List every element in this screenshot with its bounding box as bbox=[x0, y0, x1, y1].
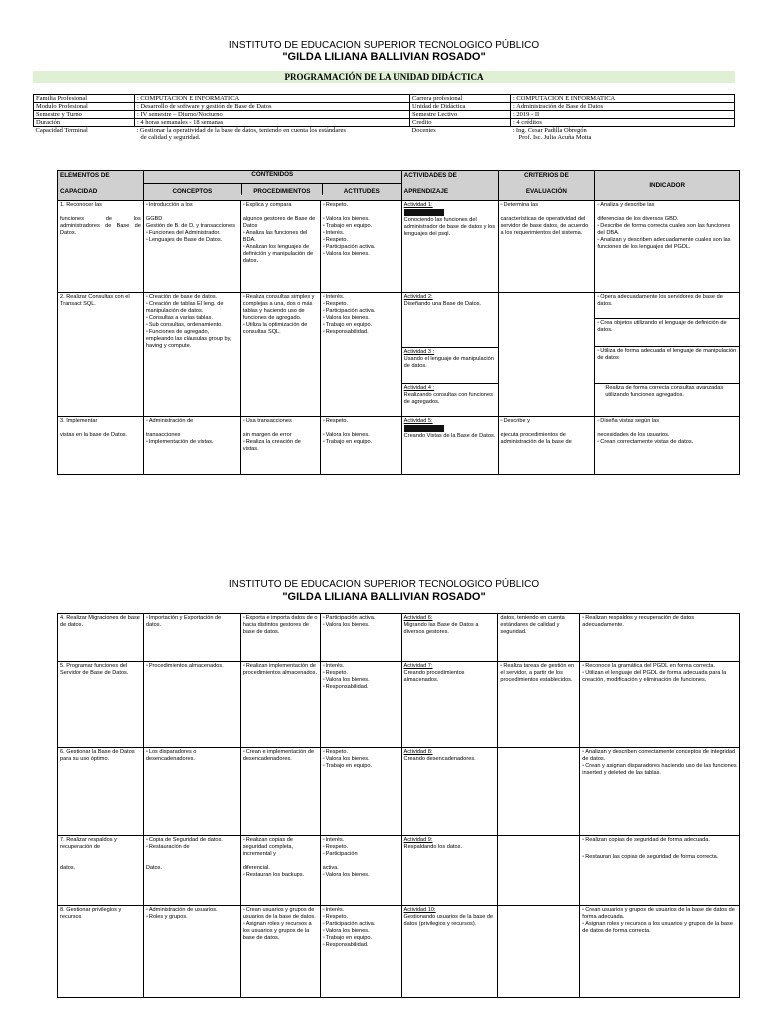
r4-actividad-label: Actividad 6: bbox=[403, 615, 433, 621]
row4-indicador: ▫ Realizan respaldos y recuperación de datos adecuadamente. bbox=[580, 614, 740, 662]
r1-act-0: ▫ Respeto. bbox=[323, 202, 399, 209]
r3-ind-0: ▫ Diseña vistas según las bbox=[597, 418, 737, 425]
modulo-label: Modulo Profesional bbox=[34, 103, 135, 111]
h-contenidos: CONTENIDOS bbox=[144, 171, 401, 184]
r8-act-4: ▫ Trabajo en equipo. bbox=[323, 935, 399, 942]
r1-crit-a: ▫ Determina las bbox=[501, 202, 593, 209]
row3-indicador bbox=[595, 417, 740, 475]
r3-conc-1: transacciones bbox=[145, 432, 181, 438]
r3-ind-2: ▫ Crean correctamente vistas de datos. bbox=[597, 439, 737, 446]
r5-act-3: ▫ Responsabilidad. bbox=[323, 684, 399, 691]
h-evaluacion: EVALUACIÓN bbox=[525, 188, 567, 195]
familia-value: : COMPUTACION E INFORMATICA bbox=[135, 95, 410, 103]
r7-act-1: ▫ Respeto. bbox=[323, 844, 399, 851]
capacidad-line-2: de calidad y seguridad. bbox=[140, 134, 201, 141]
r7-cap-a: 7. Realizar respaldos y recuperación de bbox=[60, 837, 117, 850]
r2-act-1: ▫ Respeto. bbox=[323, 301, 399, 308]
unidad-value: : Administración de Base de Datos bbox=[511, 103, 735, 111]
h-actitudes: ACTITUDES bbox=[322, 184, 401, 195]
r8-conc-1: ▫ Roles y grupos. bbox=[146, 914, 238, 921]
r3-proc-1: sin margen de error bbox=[242, 432, 292, 438]
row6-actitudes bbox=[320, 748, 401, 836]
docente-1: : Ing. Cesar Padilla Obregón bbox=[512, 127, 587, 134]
row5-capacidad: 5. Programar funciones del Servidor de Base de Datos. bbox=[58, 662, 144, 748]
row4-capacidad: 4. Realizar Migraciones de base de datos. bbox=[58, 614, 144, 662]
r6-act-2: ▫ Trabajo en equipo. bbox=[323, 763, 399, 770]
r2-conc-2: ▫ Consultas a varias tablas. bbox=[146, 315, 238, 322]
r4-actividad-text: Migrando las Base de Datos a diversos gestores. bbox=[403, 622, 479, 635]
h-conceptos: CONCEPTOS bbox=[172, 188, 213, 195]
r6-ind-b: ▫ Crean y asignan disparadores haciendo uso de las funciones inserted y deleted de las tablas. bbox=[582, 763, 737, 777]
unit-table-1 bbox=[57, 170, 740, 475]
row1-capacidad bbox=[58, 201, 144, 293]
r7-cap-b: datos. bbox=[60, 865, 76, 871]
row3-capacidad bbox=[58, 417, 144, 475]
h-criterios: CRITERIOS DE bbox=[524, 172, 569, 179]
r3-act-1: ▫ Valora los bienes. bbox=[323, 432, 399, 439]
r4-act-1: ▫ Valora los bienes. bbox=[323, 622, 399, 629]
r2-act-5: ▫ Responsabilidad. bbox=[323, 329, 399, 336]
r7-ind-b: ▫ Restauran las copias de seguridad de forma correcta. bbox=[582, 854, 737, 861]
r3-actividad-text: Creando Vistas de la Base de Datos. bbox=[403, 432, 496, 439]
r2-proc-0: ▫ Realiza consultas simples y complejas a una, dos o más tablas y haciendo uso de funciones de agregado. bbox=[243, 294, 318, 322]
docentes-value bbox=[511, 127, 735, 142]
row5-actitudes bbox=[320, 662, 401, 748]
duracion-label: Duración bbox=[34, 119, 135, 127]
r1-act-5: ▫ Participación activa. bbox=[323, 244, 399, 251]
r1-proc-3: ▫ Analizan los lenguajes de definición y manipulación de datos. bbox=[243, 244, 318, 265]
row7-criterios bbox=[498, 836, 580, 906]
r7-proc-c: ▫ Restauran los backups. bbox=[243, 872, 318, 879]
r3-conc-0: ▫ Administración de bbox=[146, 418, 238, 425]
row8-indicador bbox=[580, 906, 740, 998]
r2-a3-text: Usando el lenguaje de manipulación de datos. bbox=[403, 356, 494, 369]
header-contenidos bbox=[143, 171, 401, 201]
r3-act-2: ▫ Trabajo en equipo. bbox=[323, 439, 399, 446]
row2-conceptos bbox=[143, 293, 240, 417]
r5-act-1: ▫ Respeto. bbox=[323, 670, 399, 677]
r2-ind-a: ▫ Opera adecuadamente los servidores de base de datos. bbox=[597, 294, 737, 308]
header-criterios bbox=[498, 171, 595, 201]
row6-procedimientos: ▫ Crean e implementación de desencadenadores. bbox=[240, 748, 320, 836]
r7-act-2: ▫ Participación bbox=[323, 851, 399, 858]
row1-indicador bbox=[595, 201, 740, 293]
r8-act-5: ▫ Responsabilidad. bbox=[323, 942, 399, 949]
r6-actividad-label: Actividad 8: bbox=[403, 749, 433, 755]
row7-procedimientos bbox=[240, 836, 320, 906]
r3-crit-a: ▫ Describe y bbox=[501, 418, 593, 425]
r5-actividad-label: Actividad 7: bbox=[403, 663, 433, 669]
row6-conceptos: ▫ Los disparadores o desencadenadores. bbox=[143, 748, 240, 836]
r7-act-4: ▫ Valora los bienes. bbox=[323, 872, 399, 879]
row4-procedimientos: ▫ Exporta e importa datos de o hacia distintos gestores de base de datos. bbox=[240, 614, 320, 662]
r3-cap-b: vistas en la base de Datos. bbox=[60, 432, 128, 438]
row6-capacidad: 6. Gestionar la Base de Datos para su uso óptimo. bbox=[58, 748, 144, 836]
r7-conc-a: ▫ Copia de Seguridad de datos. bbox=[146, 837, 238, 844]
r3-crit-b: ejecuta procedimientos de administración de la base de bbox=[500, 432, 572, 445]
r2-act-2: ▫ Participación activa. bbox=[323, 308, 399, 315]
redacted-box bbox=[404, 209, 444, 216]
r7-act-0: ▫ Interés. bbox=[323, 837, 399, 844]
semestre-value: : IV semestre – Diurno/Nocturno bbox=[135, 111, 410, 119]
r1-proc-0: ▫ Explica y compara bbox=[243, 202, 318, 209]
r6-act-1: ▫ Valora los bienes. bbox=[323, 756, 399, 763]
h-actividades: ACTIVIDADES DE bbox=[403, 172, 457, 179]
r5-ind-b: ▫ Utilizan el lenguaje del PGDL de forma adecuada para la creación, modificación y eliminación de funciones. bbox=[582, 670, 737, 684]
row7-actitudes bbox=[320, 836, 401, 906]
r1-conc-0: ▫ Introducción a los bbox=[146, 202, 238, 209]
r2-a3-label: Actividad 3 : bbox=[403, 349, 435, 355]
r2-a2-text: Diseñando una Base de Datos. bbox=[403, 301, 482, 307]
r1-actividad-label: Actividad 1: bbox=[403, 202, 433, 208]
r2-conc-0: ▫ Creación de base de datos. bbox=[146, 294, 238, 301]
row5-criterios: ▫ Realiza tareas de gestión en el servidor, a partir de los procedimientos establecidos. bbox=[498, 662, 580, 748]
r8-act-2: ▫ Participación activa. bbox=[323, 921, 399, 928]
r3-act-0: ▫ Respeto. bbox=[323, 418, 399, 425]
r7-conc-c: Datos. bbox=[145, 865, 163, 871]
row1-actitudes bbox=[320, 201, 401, 293]
h-procedimientos: PROCEDIMIENTOS bbox=[241, 184, 322, 195]
h-elementos: ELEMENTOS DE bbox=[60, 172, 110, 179]
carrera-label: Carrera profesional bbox=[410, 95, 511, 103]
r5-actividad-text: Creando procedimientos almacenados. bbox=[403, 670, 465, 683]
docentes-label: Docentes bbox=[411, 127, 436, 134]
r8-proc-1: ▫ Asignan roles y recursos a los usuarios y grupos de la base de datos. bbox=[243, 921, 318, 942]
row7-capacidad bbox=[58, 836, 144, 906]
r7-proc-a: ▫ Realizan copias de seguridad completa, incremental y bbox=[243, 837, 318, 858]
capacidad-label: Capacidad Terminal bbox=[35, 127, 88, 134]
r8-conc-0: ▫ Administración de usuarios. bbox=[146, 907, 238, 914]
r1-proc-2: ▫ Analiza las funciones del BDA. bbox=[243, 230, 318, 244]
r2-proc-1: ▫ Utiliza la optimización de consultas SQL. bbox=[243, 322, 318, 336]
row5-actividades bbox=[401, 662, 498, 748]
r7-ind-a: ▫ Realizan copias de seguridad de forma adecuada. bbox=[582, 837, 737, 844]
row2-actividades bbox=[401, 293, 498, 417]
r1-actividad-text: Conociendo las funciones del administrador de base de datos y los lenguajes del psql. bbox=[403, 216, 496, 237]
header-elementos bbox=[58, 171, 144, 201]
r3-conc-2: ▫ Implementación de vistas. bbox=[146, 439, 238, 446]
r2-a2-label: Actividad 2: bbox=[403, 294, 433, 300]
programacion-title: PROGRAMACIÓN DE LA UNIDAD DIDÁCTICA bbox=[33, 71, 735, 83]
row6-actividades bbox=[401, 748, 498, 836]
redacted-box bbox=[404, 425, 444, 432]
unit-table-2 bbox=[57, 613, 740, 998]
row6-indicador bbox=[580, 748, 740, 836]
header-indicador: INDICADOR bbox=[595, 171, 740, 201]
header-actividades bbox=[401, 171, 498, 201]
row4-criterios: datos, teniendo en cuenta estándares de calidad y seguridad. bbox=[498, 614, 580, 662]
r4-act-0: ▫ Participación activa. bbox=[323, 615, 399, 622]
row2-actitudes bbox=[320, 293, 401, 417]
r8-actividad-label: Actividad 10: bbox=[403, 907, 436, 913]
capacidad-line-1: : Gestionar la operatividad de la base de datos, teniendo en cuenta los estándares bbox=[136, 127, 346, 134]
r1-conc-3: ▫ Funciones del Administrador. bbox=[146, 230, 238, 237]
r1-ind-0: ▫ Analiza y describe las bbox=[597, 202, 737, 209]
semestre-label: Semestre y Turno bbox=[34, 111, 135, 119]
row3-criterios bbox=[498, 417, 595, 475]
r5-act-0: ▫ Interés. bbox=[323, 663, 399, 670]
r3-actividad-label: Actividad 5: bbox=[403, 418, 433, 424]
r2-act-0: ▫ Interés. bbox=[323, 294, 399, 301]
row8-procedimientos bbox=[240, 906, 320, 998]
r2-conc-1: ▫ Creación de tablas El leng. de manipulación de datos. bbox=[146, 301, 238, 315]
row2-indicador bbox=[595, 293, 740, 417]
r3-cap-a: 3. Implementar bbox=[60, 418, 98, 424]
row3-conceptos bbox=[143, 417, 240, 475]
familia-label: Familia Profesional bbox=[34, 95, 135, 103]
semestre-lectivo-label: Semestre Lectivo bbox=[410, 111, 511, 119]
r2-ind-b: ▫ Crea objetos utilizando el lenguaje de definición de datos. bbox=[597, 320, 737, 334]
r8-act-1: ▫ Respeto. bbox=[323, 914, 399, 921]
school-name-page2: "GILDA LILIANA BALLIVIAN ROSADO" bbox=[282, 591, 486, 603]
row1-criterios bbox=[498, 201, 595, 293]
row3-procedimientos bbox=[240, 417, 320, 475]
row7-indicador bbox=[580, 836, 740, 906]
r7-actividad-label: Actividad 9: bbox=[403, 837, 433, 843]
r1-conc-4: ▫ Lenguajes de Base de Datos. bbox=[146, 237, 238, 244]
row4-actitudes bbox=[320, 614, 401, 662]
r8-ind-b: ▫ Asignan roles y recursos a los usuarios y grupos de la base de datos de forma correcta. bbox=[582, 921, 737, 935]
r2-ind-c: ▫ Utiliza de forma adecuada el lenguaje de manipulación de datos bbox=[597, 348, 737, 362]
info-table bbox=[33, 94, 735, 141]
carrera-value: : COMPUTACION E INFORMATICA bbox=[511, 95, 735, 103]
r6-ind-a: ▫ Analizan y describen correctamente conceptos de integridad de datos. bbox=[582, 749, 737, 763]
row2-procedimientos bbox=[240, 293, 320, 417]
r8-act-3: ▫ Valora los bienes. bbox=[323, 928, 399, 935]
h-aprendizaje: APRENDIZAJE bbox=[403, 188, 449, 195]
r1-act-3: ▫ Interés. bbox=[323, 230, 399, 237]
r8-actividad-text: Gestionando usuarios de la base de datos (privilegios y recursos). bbox=[403, 914, 494, 927]
r1-act-6: ▫ Valora los bienes. bbox=[323, 251, 399, 258]
h-capacidad: CAPACIDAD bbox=[60, 188, 98, 195]
r3-proc-2: ▫ Realiza la creación de vistas. bbox=[243, 439, 318, 453]
row8-conceptos bbox=[143, 906, 240, 998]
r1-conc-2: Gestión de B. de D. y transacciones bbox=[145, 223, 236, 229]
row8-capacidad: 8. Gestionar privilegios y recursos bbox=[58, 906, 144, 998]
r1-act-1: ▫ Valora los bienes. bbox=[323, 216, 399, 223]
r1-conc-1: GGBD bbox=[145, 216, 163, 222]
credito-value: : 4 créditos bbox=[511, 119, 735, 127]
institute-name: INSTITUTO DE EDUCACION SUPERIOR TECNOLOGICO PÚBLICO bbox=[228, 40, 540, 51]
r2-a4-label: Actividad 4 : bbox=[403, 385, 435, 391]
docente-2: Prof. Isc. Julia Acuña Motta bbox=[518, 134, 592, 141]
r2-act-4: ▫ Trabajo en equipo. bbox=[323, 322, 399, 329]
r5-act-2: ▫ Valora los bienes. bbox=[323, 677, 399, 684]
r6-actividad-text: Creando desencadenadores. bbox=[403, 756, 476, 762]
row5-indicador bbox=[580, 662, 740, 748]
row7-actividades bbox=[401, 836, 498, 906]
r8-act-0: ▫ Interés. bbox=[323, 907, 399, 914]
row4-conceptos: ▫ Importación y Exportación de datos. bbox=[143, 614, 240, 662]
row3-actitudes bbox=[320, 417, 401, 475]
r1-crit-b: características de operatividad del servidor de base datos, de acuerdo a los requerimientos del sistema. bbox=[500, 216, 589, 236]
r1-cap-a: 1. Reconocer las bbox=[60, 202, 102, 208]
r2-conc-4: ▫ Funciones de agregado, empleando las cláusulas group by, having y compute. bbox=[146, 329, 238, 350]
row2-criterios bbox=[498, 293, 595, 417]
row8-actividades bbox=[401, 906, 498, 998]
r1-cap-b: funciones de los administradores de Base de Datos. bbox=[60, 216, 141, 236]
r1-act-2: ▫ Trabajo en equipo. bbox=[323, 223, 399, 230]
r7-act-3: activa. bbox=[322, 865, 339, 871]
r1-ind-1: diferencias de los diversos GBD. bbox=[597, 216, 679, 222]
row3-actividades bbox=[401, 417, 498, 475]
r5-ind-a: ▫ Reconoce la gramática del PGDL en forma correcta. bbox=[582, 663, 737, 670]
row8-actitudes bbox=[320, 906, 401, 998]
r8-proc-0: ▫ Crean usuarios y grupos de usuarios de la base de datos. bbox=[243, 907, 318, 921]
row5-conceptos: ▫ Procedimientos almacenados. bbox=[143, 662, 240, 748]
school-name: "GILDA LILIANA BALLIVIAN ROSADO" bbox=[282, 51, 486, 63]
semestre-lectivo-value: : 2019 - II bbox=[511, 111, 735, 119]
r7-proc-b: diferencial. bbox=[242, 865, 270, 871]
row6-criterios bbox=[498, 748, 580, 836]
r2-act-3: ▫ Valora los bienes. bbox=[323, 315, 399, 322]
row7-conceptos bbox=[143, 836, 240, 906]
r1-ind-2: ▫ Describe de forma correcta cuales son las funciones del DBA. bbox=[597, 223, 737, 237]
row1-procedimientos bbox=[240, 201, 320, 293]
r6-act-0: ▫ Respeto. bbox=[323, 749, 399, 756]
r7-conc-b: ▫ Restauración de bbox=[146, 844, 238, 851]
credito-label: Credito bbox=[410, 119, 511, 127]
row1-conceptos bbox=[143, 201, 240, 293]
capacidad-value bbox=[135, 127, 410, 142]
row1-actividades bbox=[401, 201, 498, 293]
r8-ind-a: ▫ Crean usuarios y grupos de usuarios de la base de datos de forma adecuada. bbox=[582, 907, 737, 921]
row5-procedimientos: ▫ Realizan implementación de procedimientos almacenados. bbox=[240, 662, 320, 748]
row8-criterios bbox=[498, 906, 580, 998]
r1-ind-3: ▫ Analizan y describen adecuadamente cuales son las funciones de los lenguajes del PGDL. bbox=[597, 237, 737, 251]
duracion-value: : 4 horas semanales - 18 semanas bbox=[135, 119, 410, 127]
row4-actividades bbox=[401, 614, 498, 662]
unidad-label: Unidad de Didáctica bbox=[410, 103, 511, 111]
r2-a4-text: Realizando consultas con funciones de agregados. bbox=[403, 392, 493, 405]
institute-name-page2: INSTITUTO DE EDUCACION SUPERIOR TECNOLOGICO PÚBLICO bbox=[228, 579, 540, 590]
r2-ind-d: Realiza de forma correcta consultas avanzadas utilizando funciones agregados. bbox=[605, 385, 724, 398]
r1-proc-1: algunos gestores de Base de Datos bbox=[242, 216, 316, 229]
r3-proc-0: ▫ Usa transacciones bbox=[243, 418, 318, 425]
r2-conc-3: ▫ Sub consultas, ordenamiento. bbox=[146, 322, 238, 329]
modulo-value: : Desarrollo de software y gestión de Base de Datos bbox=[135, 103, 410, 111]
r1-act-4: ▫ Respeto. bbox=[323, 237, 399, 244]
r3-ind-1: necesidades de los usuarios. bbox=[597, 432, 670, 438]
r7-actividad-text: Respaldando los datos. bbox=[403, 844, 462, 850]
row2-capacidad: 2. Realizar Consultas con el Transact SQL. bbox=[58, 293, 144, 417]
